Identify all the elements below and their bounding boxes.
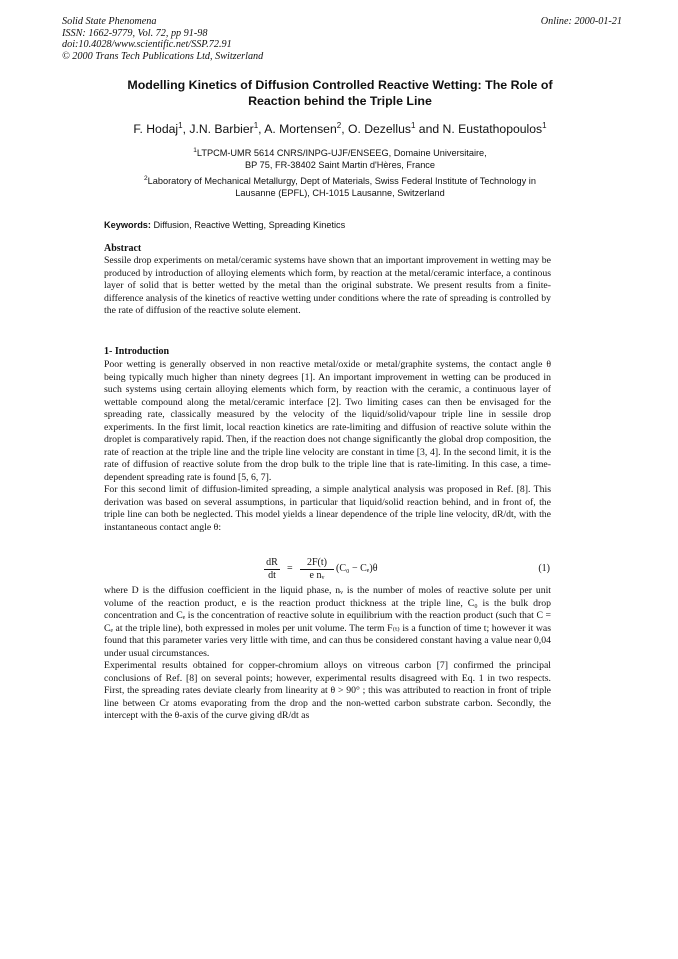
paragraph-after-equation: where D is the diffusion coefficient in the liquid phase, nᵥ is the number of moles of reactive solute per unit volume of the reaction product, e is the reaction product thickness at the triple line, C₀ is the bulk drop concentration and Cₑ is the concentration of reactive solute in equilibrium with the reaction product (such that C = Cₑ at the triple line), both expressed in moles per unit volume. The term F₍ₜ₎ is a function of time t; however it was found that this parameter varies very little with time, and can thus be considered constant having a value near 0,04 under usual circumstances. [104, 585, 551, 659]
eq-rhs-rest: (C₀ − Cₑ)θ [336, 563, 378, 574]
doi-line: doi:10.4028/www.scientific.net/SSP.72.91 [62, 39, 232, 51]
abstract-text: Sessile drop experiments on metal/ceramic systems have shown that an important improvement in wetting may be produced by introduction of alloying elements which form, by reaction at the metal/ceramic interface, a continous layer of solid that is better wetted by the metal than the original substrate. We present results from a finite-difference analysis of the kinetics of reactive wetting under conditions where the rate of spreading is controlled by the rate of diffusion of the reactive solute element. [104, 255, 551, 316]
affiliation-line: Lausanne (EPFL), CH-1015 Lausanne, Switzerland [235, 188, 445, 199]
affiliation-sup: 1 [193, 147, 197, 154]
title-line-1: Modelling Kinetics of Diffusion Controlled Reactive Wetting: The Role of [127, 78, 553, 92]
eq-number: (1) [538, 563, 550, 574]
author-affil-sup: 1 [542, 121, 547, 130]
author: J.N. Barbier [189, 122, 254, 137]
keywords-list: Diffusion, Reactive Wetting, Spreading Kinetics [153, 220, 346, 230]
affiliation-sup: 2 [144, 175, 148, 182]
affiliation-line: BP 75, FR-38402 Saint Martin d'Hères, France [244, 160, 436, 171]
eq-rhs-den: e nᵥ [309, 570, 325, 581]
equation-1 [250, 557, 550, 585]
affiliation-2 [60, 173, 620, 199]
intro-body [104, 359, 551, 534]
author: F. Hodaj [133, 122, 179, 137]
results-body [104, 585, 551, 723]
intro-paragraph-1: Poor wetting is generally observed in non reactive metal/oxide or metal/graphite systems, the contact angle θ being typically much higher than ninety degrees [1]. An important improvement in wetting can be produced in such systems using certain alloying elements which form, by reaction with the ceramic, a continuous layer of wettable compound along the metal/ceramic interface [2]. Two limiting cases can then be envisaged for the spreading rate, classically measured by the velocity of the liquid/solid/vapour triple line in sessile drop experiments. In the first limit, local reaction kinetics are rate-limiting and diffusion of reactive solute within the droplet is comparatively rapid. Then, if the reaction does not change significantly the global drop composition, the rate of reaction at the triple line and the triple line velocity are constant in time [3, 4]. In the second limit, it is the rate of diffusion of reactive solute from the drop bulk to the triple line that is rate-limiting. In this case, a time-dependent spreading rate is found [5, 6, 7]. [104, 359, 551, 483]
author-affil-sup: 2 [336, 121, 342, 130]
eq-lhs-num: dR [264, 557, 280, 570]
eq-lhs-fraction [264, 557, 280, 582]
author-affil-sup: 1 [410, 121, 416, 130]
affiliation-1 [60, 145, 620, 171]
affiliation-line: LTPCM-UMR 5614 CNRS/INPG-UJF/ENSEEG, Domaine Universitaire, [196, 148, 487, 159]
abstract-heading: Abstract [104, 243, 142, 254]
author-affil-sup: 1 [178, 121, 183, 130]
eq-rhs-num: 2F(t) [300, 557, 334, 570]
intro-paragraph-2: For this second limit of diffusion-limited spreading, a simple analytical analysis was proposed in Ref. [8]. This derivation was based on several assumptions, in particular that liquid/solid reaction behind, and in front of, the triple line can both be neglected. This model yields a linear dependence of the triple line velocity, dR/dt, with the instantaneous contact angle θ: [104, 484, 551, 533]
author-separator: , [341, 122, 348, 137]
keywords [104, 220, 604, 230]
journal-name: Solid State Phenomena [62, 16, 157, 27]
journal-header [62, 16, 622, 62]
affiliation-line: Laboratory of Mechanical Metallurgy, Dept of Materials, Swiss Federal Institute of Technology in [147, 176, 536, 187]
author: A. Mortensen [264, 122, 337, 137]
author-separator: , [182, 122, 190, 137]
title-line-2: Reaction behind the Triple Line [248, 94, 432, 108]
author: N. Eustathopoulos [442, 122, 543, 137]
eq-equals: = [287, 563, 293, 574]
author-affil-sup: 1 [253, 121, 259, 130]
eq-rhs-fraction [300, 557, 334, 582]
copyright-line: © 2000 Trans Tech Publications Ltd, Switzerland [62, 50, 264, 62]
author-separator: , [258, 122, 265, 137]
author-and: and [415, 122, 443, 137]
author: O. Dezellus [347, 122, 411, 137]
author-list [60, 118, 620, 137]
issn-line: ISSN: 1662-9779, Vol. 72, pp 91-98 [62, 27, 208, 39]
keywords-label: Keywords: [104, 220, 151, 230]
paragraph-experimental: Experimental results obtained for copper-chromium alloys on vitreous carbon [7] confirmed the principal conclusions of Ref. [8] on several points; however, experimental results disagreed with Eq. 1 in two respects. First, the spreading rates deviate clearly from linearity at θ > 90° ; this was attributed to reaction in front of triple line between Cr atoms evaporating from the drop and the non-wetted carbon substrate carbon. Secondly, the intercept with the θ-axis of the curve giving dR/dt as [104, 660, 551, 721]
eq-lhs-den: dt [268, 570, 276, 581]
online-date: Online: 2000-01-21 [540, 16, 622, 27]
paper-title [80, 77, 600, 109]
intro-heading: 1- Introduction [104, 346, 170, 357]
